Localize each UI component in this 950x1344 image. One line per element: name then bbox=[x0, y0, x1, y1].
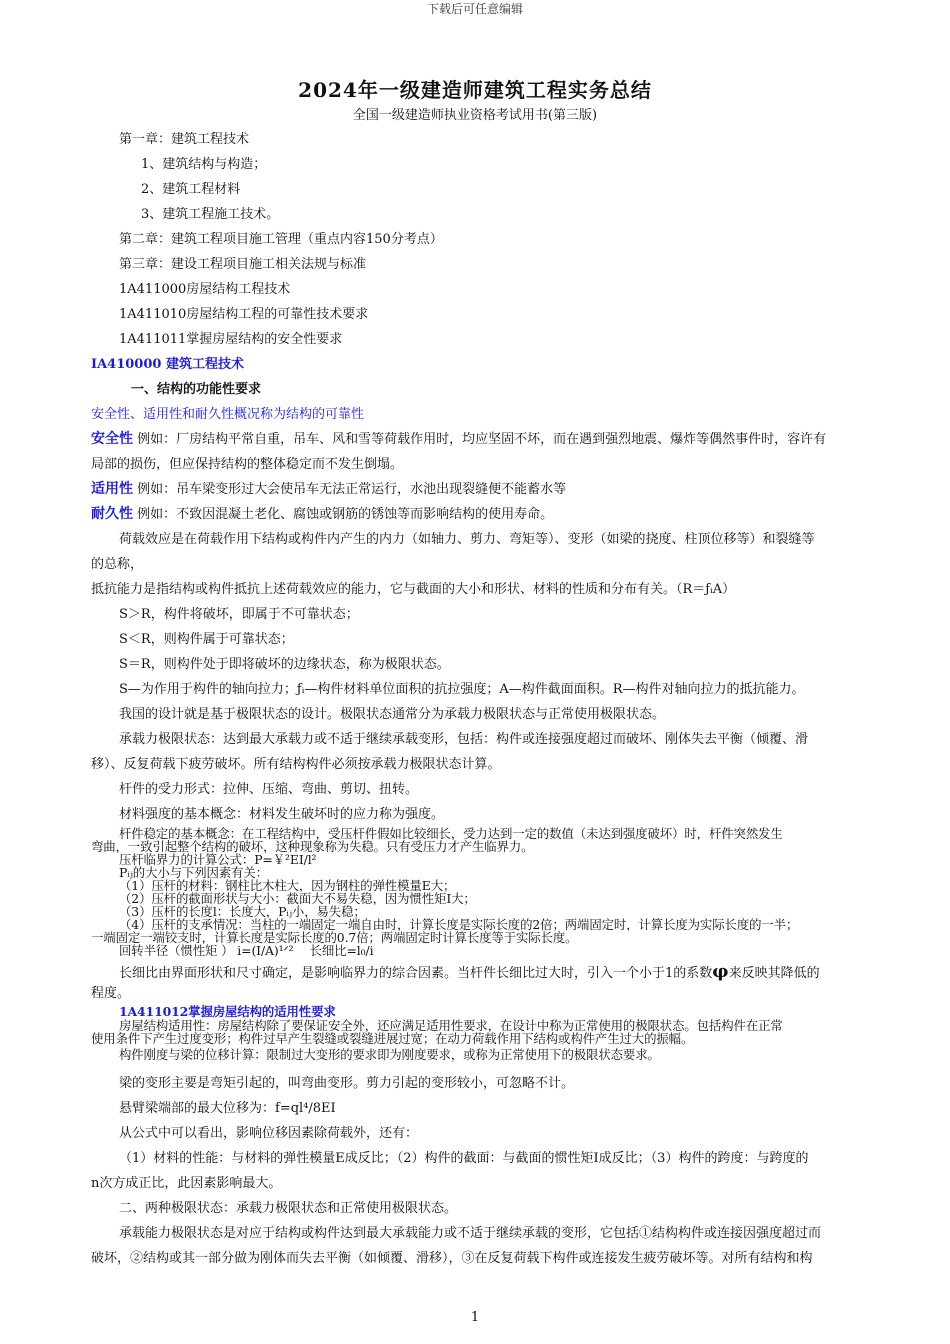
page-number: 1 bbox=[470, 1310, 480, 1325]
paragraph: （1）材料的性能：与材料的弹性模量E成反比；（2）构件的截面：与截面的惯性矩I成反比；（3）构件的跨度：与跨度的 bbox=[119, 1151, 809, 1166]
list-item-cont: 一端固定一端铰支时，计算长度是实际长度的0.7倍；两端固定时计算长度等于实际长度。 bbox=[91, 931, 578, 944]
durability-keyword: 耐久性 bbox=[91, 506, 133, 522]
paragraph: 杆件的受力形式：拉伸、压缩、弯曲、剪切、扭转。 bbox=[119, 782, 419, 797]
page-header: 下载后可任意编辑 bbox=[426, 2, 523, 16]
paragraph: S＝R，则构件处于即将破坏的边缘状态，称为极限状态。 bbox=[119, 657, 450, 672]
toc-item: 3、建筑工程施工技术。 bbox=[141, 207, 280, 222]
compact-line: Pᵢⱼ的大小与下列因素有关： bbox=[119, 866, 268, 879]
paragraph-cont: 破坏，②结构或其一部分做为刚体而失去平衡（如倾覆、滑移），③在反复荷载下构件或连接发生疲劳破坏等。对所有结构和构 bbox=[91, 1251, 813, 1266]
section-heading-2: 1A411012掌握房屋结构的适用性要求 bbox=[119, 1004, 336, 1019]
durability-paragraph: 耐久性 例如：不致因混凝土老化、腐蚀或钢筋的锈蚀等而影响结构的使用寿命。 bbox=[91, 506, 554, 522]
compact-line: 房屋结构适用性：房屋结构除了要保证安全外，还应满足适用性要求，在设计中称为正常使用的极限状态。包括构件在正常 bbox=[119, 1019, 783, 1032]
paragraph: 抵抗能力是指结构或构件抵抗上述荷载效应的能力，它与截面的大小和形状、材料的性质和分布有关。（R＝ƒᵢA） bbox=[91, 582, 736, 597]
compact-line: 杆件稳定的基本概念：在工程结构中，受压杆件假如比较细长，受力达到一定的数值（未达到强度破坏）时，杆件突然发生 bbox=[119, 827, 783, 840]
document-subtitle: 全国一级建造师执业资格考试用书(第三版) bbox=[352, 108, 598, 123]
toc-chapter-1: 第一章：建筑工程技术 bbox=[119, 132, 250, 147]
paragraph: S＞R，构件将破坏，即属于不可靠状态； bbox=[119, 607, 359, 622]
paragraph: 梁的变形主要是弯矩引起的，叫弯曲变形。剪力引起的变形较小，可忽略不计。 bbox=[119, 1076, 575, 1091]
document-title: 2024年一级建造师建筑工程实务总结 bbox=[298, 78, 652, 102]
safety-keyword: 安全性 bbox=[91, 431, 133, 447]
paragraph: 二、两种极限状态：承载力极限状态和正常使用极限状态。 bbox=[119, 1201, 458, 1216]
compact-line: 弯曲，一致引起整个结构的破坏，这种现象称为失稳。只有受压力才产生临界力。 bbox=[91, 840, 534, 853]
formula-line: 压杆临界力的计算公式：P=￥²EI/l² bbox=[119, 853, 317, 866]
phi-symbol: φ bbox=[712, 961, 729, 982]
paragraph: 我国的设计就是基于极限状态的设计。极限状态通常分为承载力极限状态与正常使用极限状态。 bbox=[119, 707, 666, 722]
applicability-keyword: 适用性 bbox=[91, 481, 133, 497]
paragraph: 材料强度的基本概念：材料发生破坏时的应力称为强度。 bbox=[119, 807, 445, 822]
toc-item: 2、建筑工程材料 bbox=[141, 182, 241, 197]
compact-line: 使用条件下产生过度变形；构件过早产生裂缝或裂缝进展过宽；在动力荷载作用下结构或构件产生过大的振幅。 bbox=[91, 1032, 694, 1045]
toc-section: 1A411010房屋结构工程的可靠性技术要求 bbox=[119, 307, 369, 322]
safety-paragraph: 安全性 例如：厂房结构平常自重，吊车、风和雪等荷载作用时，均应坚固不坏，而在遇到强烈地震、爆炸等偶然事件时，容许有 bbox=[91, 431, 827, 447]
slenderness-paragraph: 长细比由界面形状和尺寸确定，是影响临界力的综合因素。当杆件长细比过大时，引入一个小于1的系数φ来反映其降低的 bbox=[119, 961, 820, 982]
paragraph-cont: 程度。 bbox=[91, 986, 131, 1001]
reliability-line: 安全性、适用性和耐久性概况称为结构的可靠性 bbox=[91, 407, 365, 422]
toc-section: 1A411011掌握房屋结构的安全性要求 bbox=[119, 332, 343, 347]
paragraph: 承载力极限状态：达到最大承载力或不适于继续承载变形，包括：构件或连接强度超过而破坏、刚体失去平衡（倾覆、滑 bbox=[119, 732, 809, 747]
toc-chapter-3: 第三章：建设工程项目施工相关法规与标准 bbox=[119, 257, 367, 272]
paragraph: S—为作用于构件的轴向拉力；ƒᵢ—构件材料单位面积的抗拉强度；A—构件截面面积。R—构件对轴向拉力的抵抗能力。 bbox=[119, 682, 805, 697]
section-heading: IA410000 建筑工程技术 bbox=[91, 357, 244, 372]
compact-line: 构件刚度与梁的位移计算：限制过大变形的要求即为刚度要求，或称为正常使用下的极限状态要求。 bbox=[119, 1047, 660, 1062]
toc-item: 1、建筑结构与构造； bbox=[141, 157, 267, 172]
paragraph-cont: 的总称， bbox=[91, 557, 144, 572]
paragraph: 荷载效应是在荷载作用下结构或构件内产生的内力（如轴力、剪力、弯矩等）、变形（如梁的挠度、柱顶位移等）和裂缝等 bbox=[119, 532, 815, 547]
safety-paragraph-cont: 局部的损伤，但应保持结构的整体稳定而不发生倒塌。 bbox=[91, 457, 404, 472]
toc-chapter-2: 第二章：建筑工程项目施工管理（重点内容150分考点） bbox=[119, 232, 443, 247]
list-item: （2）压杆的截面形状与大小：截面大不易失稳，因为惯性矩I大； bbox=[119, 892, 476, 905]
document-body bbox=[91, 127, 906, 1271]
paragraph: S＜R，则构件属于可靠状态； bbox=[119, 632, 294, 647]
paragraph-cont: 移）、反复荷载下疲劳破坏。所有结构构件必须按承载力极限状态计算。 bbox=[91, 757, 501, 772]
formula-line: 悬臂梁端部的最大位移为：f=ql⁴/8EI bbox=[119, 1101, 336, 1116]
applicability-paragraph: 适用性 例如：吊车梁变形过大会使吊车无法正常运行，水池出现裂缝便不能蓄水等 bbox=[91, 481, 567, 497]
list-item: （1）压杆的材料：钢柱比木柱大，因为钢柱的弹性模量E大； bbox=[119, 879, 456, 892]
paragraph-cont: n次方成正比，此因素影响最大。 bbox=[91, 1176, 282, 1191]
formula-line: 回转半径（惯性矩 ） i=(I/A)¹ᐟ² 长细比=l₀/i bbox=[119, 944, 374, 957]
list-item: （3）压杆的长度l：长度大，Pᵢⱼ小，易失稳； bbox=[119, 905, 366, 918]
list-item: （4）压杆的支承情况：当柱的一端固定一端自由时，计算长度是实际长度的2倍；两端固定时，计算长度为实际长度的一半； bbox=[119, 918, 799, 931]
sub-heading: 一、结构的功能性要求 bbox=[131, 382, 262, 397]
toc-section: 1A411000房屋结构工程技术 bbox=[119, 282, 291, 297]
paragraph: 从公式中可以看出，影响位移因素除荷载外，还有： bbox=[119, 1126, 419, 1141]
paragraph: 承载能力极限状态是对应于结构或构件达到最大承载能力或不适于继续承载的变形，它包括①结构构件或连接因强度超过而 bbox=[119, 1226, 822, 1241]
